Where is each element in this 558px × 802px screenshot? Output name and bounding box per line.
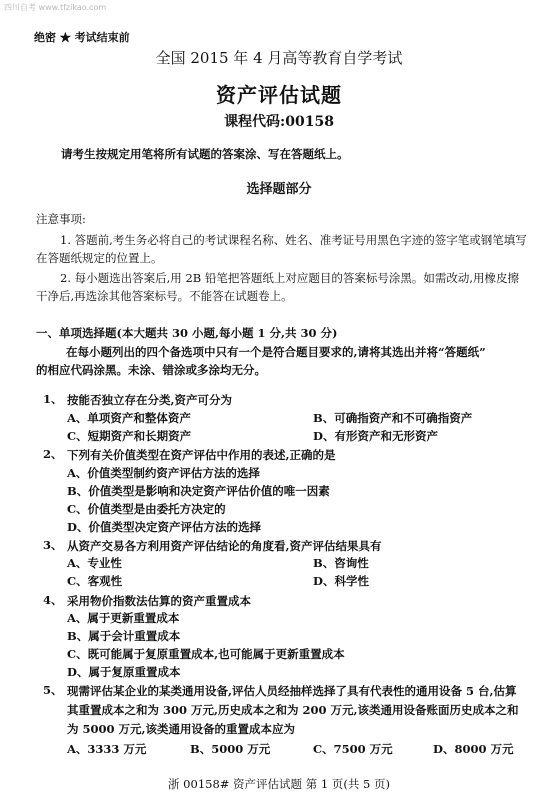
question-stem: 按能否独立存在分类,资产可分为 [67,393,233,407]
q5-option-a: A、3333 万元 [67,742,147,756]
q1-option-c: C、短期资产和长期资产 [67,429,192,443]
section-title: 选择题部分 [246,182,312,197]
q3-option-b: B、咨询性 [313,556,369,570]
secret-label: 绝密 ★ 考试结束前 [34,31,130,44]
part1-heading: 一、单项选择题(本大题共 30 小题,每小题 1 分,共 30 分) [36,326,338,340]
q5-option-b: B、5000 万元 [190,742,271,756]
q5-option-d: D、8000 万元 [433,742,514,756]
q1-option-d: D、有形资产和无形资产 [313,429,438,443]
question-number: 1、 [43,392,63,406]
q2-option-a: A、价值类型制约资产评估方法的选择 [67,466,260,480]
q5-option-c: C、7500 万元 [313,742,393,756]
q3-option-c: C、客观性 [67,574,123,588]
q4-option-a: A、属于更新重置成本 [67,611,180,625]
q1-option-b: B、可确指资产和不可确指资产 [313,411,473,425]
answer-instruction: 请考生按规定用笔将所有试题的答案涂、写在答题纸上。 [61,147,349,161]
note-item-2: 2. 每小题选出答案后,用 2B 铅笔把答题纸上对应题目的答案标号涂黑。如需改动,用橡皮擦干净后,再选涂其他答案标号。不能答在试题卷上。 [36,271,520,303]
question-number: 4、 [43,593,63,607]
question-stem: 从资产交易各方利用资产评估结论的角度看,资产评估结果具有 [67,539,382,553]
notes-title: 注意事项: [36,212,86,226]
page-footer: 浙 00158# 资产评估试题 第 1 页(共 5 页) [168,777,390,791]
question-stem: 现需评估某企业的某类通用设备,评估人员经抽样选择了具有代表性的通用设备 5 台,估算其重置成本之和为 300 万元,历史成本之和为 200 万元,该类通用设备账面历史成本之和为 5000 万元,该类通用设备的重置成本应为 [67,684,519,736]
question-number: 3、 [43,538,63,552]
course-code: 课程代码:00158 [224,114,334,130]
q3-option-d: D、科学性 [313,574,369,588]
q1-option-a: A、单项资产和整体资产 [67,411,191,425]
q4-option-b: B、属于会计重置成本 [67,629,181,643]
q3-option-a: A、专业性 [67,556,122,570]
q2-option-b: B、价值类型是影响和决定资产评估价值的唯一因素 [67,484,330,498]
watermark: 四川自考 www.tfzikao.com [4,3,107,12]
q2-option-d: D、价值类型决定资产评估方法的选择 [67,520,261,534]
question-stem: 采用物价指数法估算的资产重置成本 [67,594,251,608]
part1-desc-line2: 的相应代码涂黑。未涂、错涂或多涂均无分。 [36,363,266,377]
subject-title: 资产评估试题 [216,83,342,107]
exam-title: 全国 2015 年 4 月高等教育自学考试 [155,49,403,67]
question-number: 5、 [43,683,63,697]
q4-option-d: D、属于复原重置成本 [67,665,181,679]
q4-option-c: C、既可能属于复原重置成本,也可能属于更新重置成本 [67,647,345,661]
part1-desc-line1: 在每小题列出的四个备选项中只有一个是符合题目要求的,请将其选出并将“答题纸” [66,345,486,359]
q2-option-c: C、价值类型是由委托方决定的 [67,502,226,516]
question-number: 2、 [43,447,63,461]
note-item-1: 1. 答题前,考生务必将自己的考试课程名称、姓名、准考证号用黑色字迹的签字笔或钢笔填写在答题纸规定的位置上。 [36,233,527,265]
question-stem: 下列有关价值类型在资产评估中作用的表述,正确的是 [67,448,336,462]
